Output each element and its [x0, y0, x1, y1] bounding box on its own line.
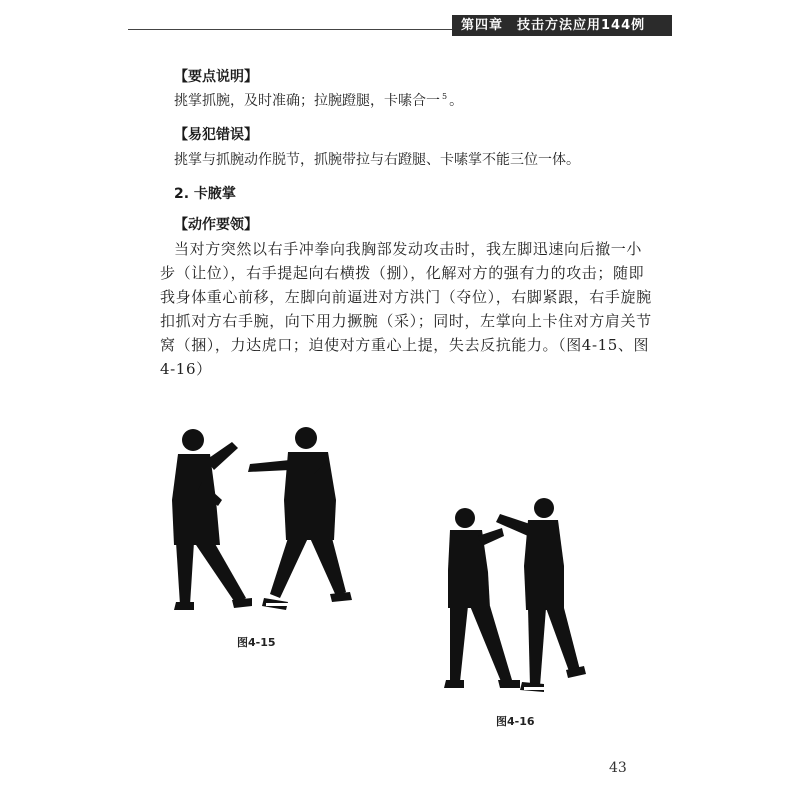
figure-caption: 图4-15: [237, 636, 276, 649]
paragraph-line: 我身体重心前移，左脚向前逼进对方洪门（夺位），右脚紧跟，右手旋腕: [160, 288, 652, 306]
figure-4-16-photo: [440, 490, 590, 700]
figure-caption: 图4-16: [496, 715, 535, 728]
attacker-figure: [248, 427, 352, 610]
chapter-label: 第四章: [461, 18, 504, 33]
paragraph-line: 扣抓对方右手腕，向下用力撅腕（采）；同时，左掌向上卡住对方肩关节: [160, 312, 652, 330]
shoe-sole-mark: [524, 687, 544, 690]
page-number: 43: [609, 760, 627, 776]
errors-heading: 【易犯错误】: [174, 127, 258, 143]
paragraph-line: 窝（捆），力达虎口；迫使对方重心上提，失去反抗能力。（图4-15、图: [160, 336, 650, 354]
paragraph-line: 当对方突然以右手冲拳向我胸部发动攻击时，我左脚迅速向后撤一小: [174, 240, 643, 258]
paragraph-line: 步（让位），右手提起向右横拨（捌），化解对方的强有力的攻击；随即: [160, 264, 645, 282]
points-text-end: 。: [449, 93, 464, 109]
figure-4-15-photo: [160, 420, 360, 625]
chapter-title: 技击方法应用144例: [517, 18, 646, 33]
shoe-sole-mark: [266, 603, 288, 606]
defender-figure: [172, 429, 252, 610]
points-superscript: 5: [442, 92, 448, 102]
errors-text: 挑掌与抓腕动作脱节，抓腕带拉与右蹬腿、卡嗉掌不能三位一体。: [174, 152, 580, 168]
header-rule: [128, 29, 452, 30]
technique-title: 2. 卡腋掌: [174, 186, 236, 202]
chapter-header-tab: [452, 15, 672, 36]
points-heading: 【要点说明】: [174, 69, 258, 85]
paragraph-line: 4-16）: [160, 360, 212, 378]
opponent-figure: [496, 498, 586, 692]
defender-figure: [444, 508, 520, 688]
technique-heading: 【动作要领】: [174, 217, 258, 233]
points-text: [174, 90, 463, 110]
points-text-main: 挑掌抓腕，及时准确；拉腕蹬腿，卡嗉合一: [174, 93, 440, 109]
